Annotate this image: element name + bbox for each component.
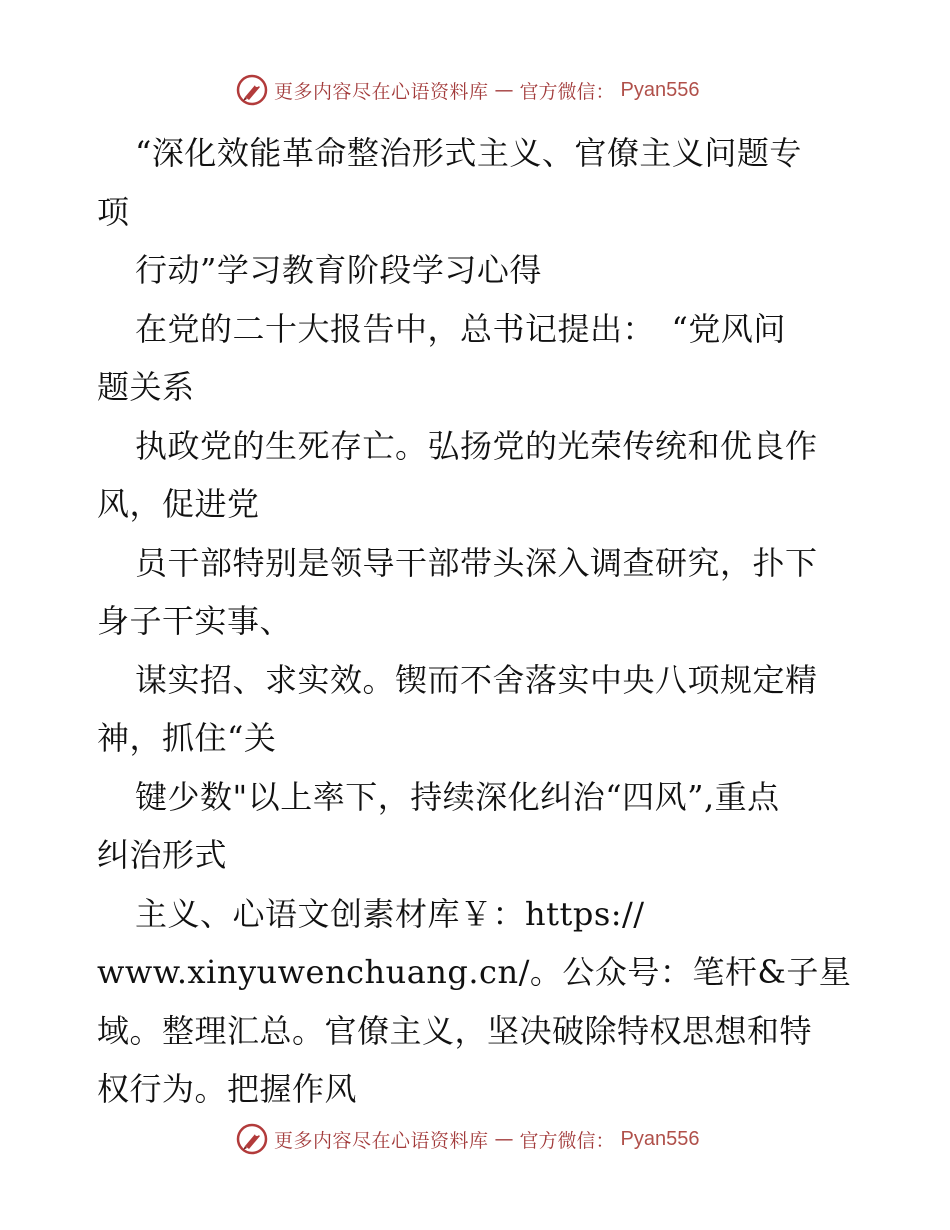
wechat-id: Pyan556 — [620, 78, 700, 101]
wechat-label: 官方微信： — [519, 80, 615, 103]
doc-line: 神，抓住“关 — [97, 719, 277, 757]
banner-title: 更多内容尽在心语资料库 — [274, 80, 489, 103]
footer-banner — [236, 1121, 700, 1157]
doc-line: “深化效能革命整治形式主义、官僚主义问题专 — [135, 134, 802, 172]
document-body — [97, 124, 857, 1119]
doc-line: 项 — [97, 192, 130, 231]
doc-line: 权行为。把握作风 — [97, 1070, 358, 1108]
doc-line: www.xinyuwenchuang.cn/。公众号：笔杆&子星 — [97, 953, 852, 991]
wechat-label: 官方微信： — [519, 1129, 615, 1152]
wechat-id: Pyan556 — [620, 1127, 700, 1150]
doc-line: 谋实招、求实效。锲而不舍落实中央八项规定精 — [135, 660, 818, 699]
banner-title: 更多内容尽在心语资料库 — [274, 1129, 489, 1152]
doc-line: 题关系 — [97, 368, 195, 406]
doc-line: 身子干实事、 — [97, 602, 293, 640]
doc-line: 域。整理汇总。官僚主义，坚决破除特权思想和特 — [97, 1011, 813, 1050]
doc-line: 主义、心语文创素材库￥：https:// — [135, 894, 645, 933]
pen-logo-icon — [236, 1123, 268, 1155]
banner-separator: — — [494, 79, 514, 101]
banner-separator: — — [494, 1128, 514, 1150]
header-banner — [236, 72, 700, 108]
doc-line: 风，促进党 — [97, 485, 260, 523]
doc-line: 员干部特别是领导干部带头深入调查研究，扑下 — [135, 543, 818, 582]
doc-line: 行动”学习教育阶段学习心得 — [135, 251, 542, 289]
pen-logo-icon — [236, 74, 268, 106]
doc-line: 在党的二十大报告中，总书记提出： “党风问 — [135, 309, 786, 348]
doc-line: 纠治形式 — [97, 836, 228, 874]
doc-line: 执政党的生死存亡。弘扬党的光荣传统和优良作 — [135, 426, 818, 465]
doc-line: 键少数"以上率下，持续深化纠治“四风”,重点 — [135, 777, 780, 816]
